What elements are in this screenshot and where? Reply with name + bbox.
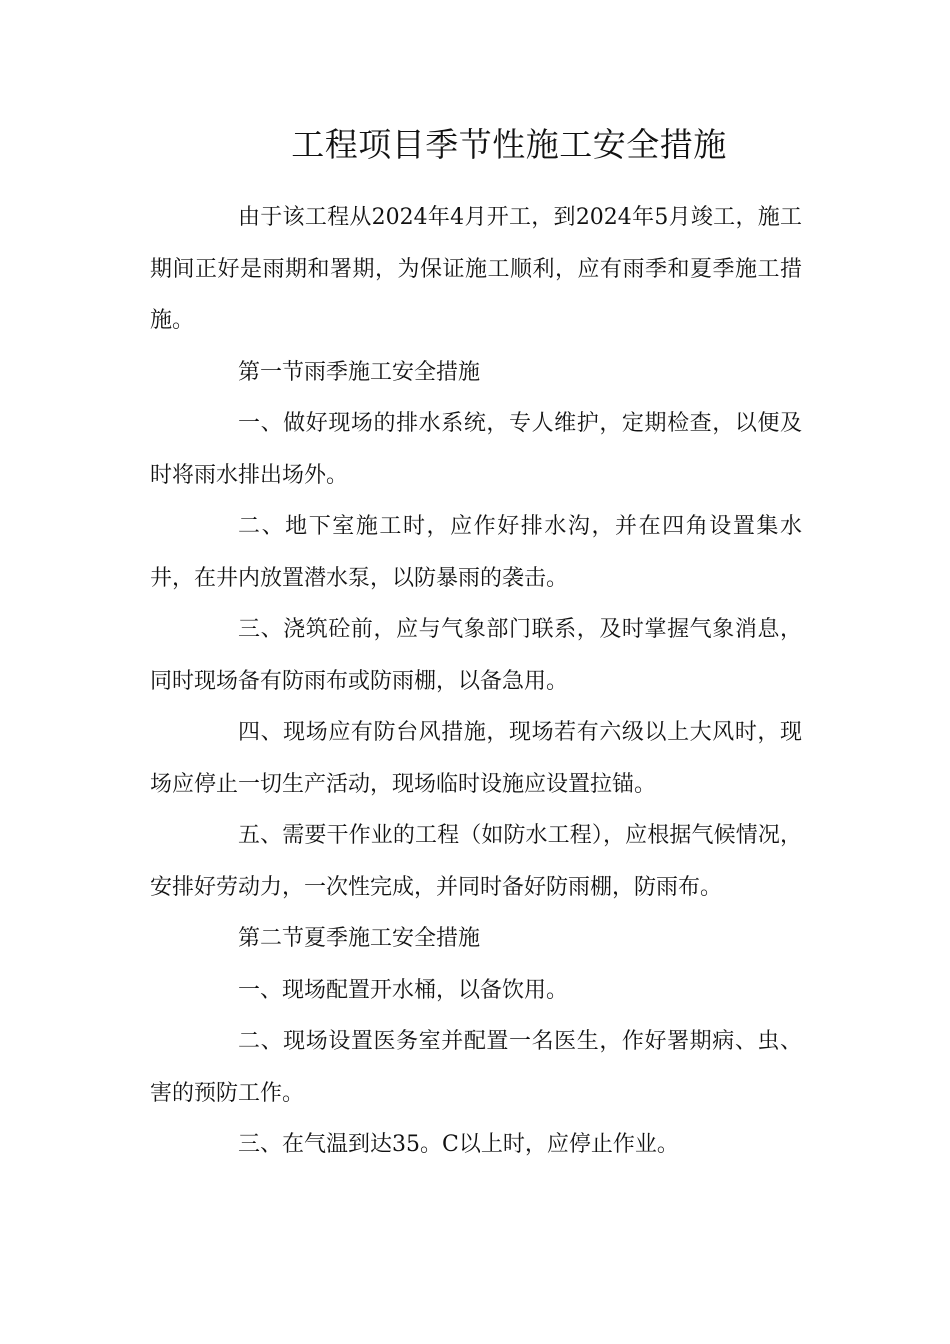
paragraph-rain-item-5: 五、需要干作业的工程（如防水工程），应根据气候情况，安排好劳动力，一次性完成，并同时备好防雨棚，防雨布。 (150, 823, 802, 900)
section-heading-rainy-season: 第一节雨季施工安全措施 (238, 359, 481, 385)
paragraph-rain-item-4: 四、现场应有防台风措施，现场若有六级以上大风时，现场应停止一切生产活动，现场临时设施应设置拉锚。 (150, 720, 802, 797)
section-heading-summer: 第二节夏季施工安全措施 (238, 926, 481, 951)
paragraph-summer-item-2: 二、现场设置医务室并配置一名医生，作好署期病、虫、害的预防工作。 (150, 1029, 802, 1106)
paragraph-summer-item-1: 一、现场配置开水桶，以备饮用。 (238, 977, 569, 1003)
paragraph-rain-item-1: 一、做好现场的排水系统，专人维护，定期检查，以便及时将雨水排出场外。 (150, 411, 802, 488)
paragraph-rain-item-3: 三、浇筑砼前，应与气象部门联系，及时掌握气象消息，同时现场备有防雨布或防雨棚，以备急用。 (150, 617, 802, 694)
document-title: 工程项目季节性施工安全措施 (291, 125, 727, 164)
paragraph-summer-item-3: 三、在气温到达35。C以上时，应停止作业。 (238, 1132, 679, 1157)
paragraph-intro: 由于该工程从2024年4月开工，到2024年5月竣工，施工期间正好是雨期和署期，为保证施工顺利，应有雨季和夏季施工措施。 (150, 205, 802, 333)
paragraph-rain-item-2: 二、地下室施工时，应作好排水沟，并在四角设置集水井，在井内放置潜水泵，以防暴雨的袭击。 (150, 514, 802, 591)
document-body (150, 192, 802, 1171)
